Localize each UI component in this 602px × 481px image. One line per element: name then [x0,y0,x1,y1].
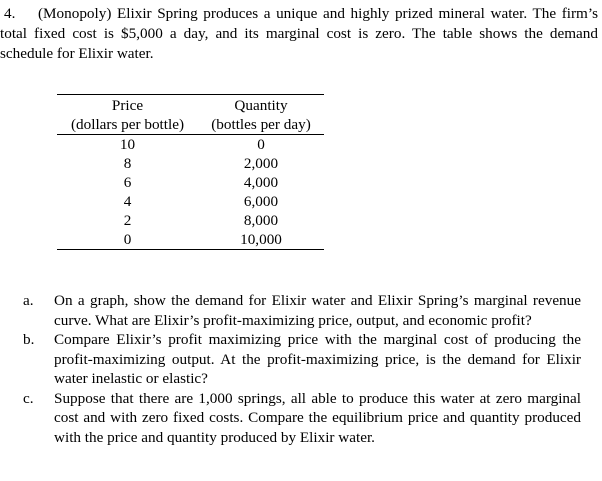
quantity-cell: 4,000 [243,174,279,191]
question-text: Compare Elixir’s profit maximizing price with the marginal cost of producing the profit-maximizing output. At the profit-maximizing price, is the demand for Elixir water inelastic or elastic? [54,331,581,387]
question-a [21,291,581,330]
quantity-cell: 2,000 [243,155,279,172]
price-cell: 2 [123,212,132,229]
table-row [57,173,324,192]
quantity-cell: 6,000 [243,193,279,210]
price-units-header: (dollars per bottle) [57,115,198,135]
table-row [57,192,324,211]
question-label: c. [23,389,34,407]
quantity-cell: 10,000 [198,230,324,250]
problem-intro [0,4,598,64]
table-row [57,230,324,250]
problem-intro-text: (Monopoly) Elixir Spring produces a unique and highly prized mineral water. The firm’s total fixed cost is $5,000 a day, and its marginal cost is zero. The table shows the demand schedule for Elixir water. [0,5,598,62]
question-text: Suppose that there are 1,000 springs, all able to produce this water at zero marginal cost and with zero fixed costs. Compare the equilibrium price and quantity produced with the price and quantity produced by Elixir water. [54,389,581,446]
quantity-units-header: (bottles per day) [198,115,324,135]
question-label: a. [23,292,34,309]
question-b [21,330,581,389]
quantity-header: Quantity [198,95,324,116]
table-row [57,154,324,173]
demand-schedule-table [57,94,324,250]
price-cell: 0 [57,230,198,250]
price-cell: 8 [123,155,132,172]
price-cell: 4 [123,193,132,210]
question-label: b. [23,331,35,348]
price-cell: 10 [119,136,136,153]
question-c [21,389,581,448]
price-cell: 6 [123,174,132,191]
quantity-cell: 0 [257,136,265,153]
quantity-cell: 8,000 [243,212,279,229]
price-header: Price [57,95,198,116]
question-text: On a graph, show the demand for Elixir water and Elixir Spring’s marginal revenue curve. What are Elixir’s profit-maximizing price, output, and economic profit? [54,292,581,329]
table-row [57,135,324,155]
question-list [21,291,581,447]
problem-number: 4. [4,5,16,22]
table-row [57,211,324,230]
